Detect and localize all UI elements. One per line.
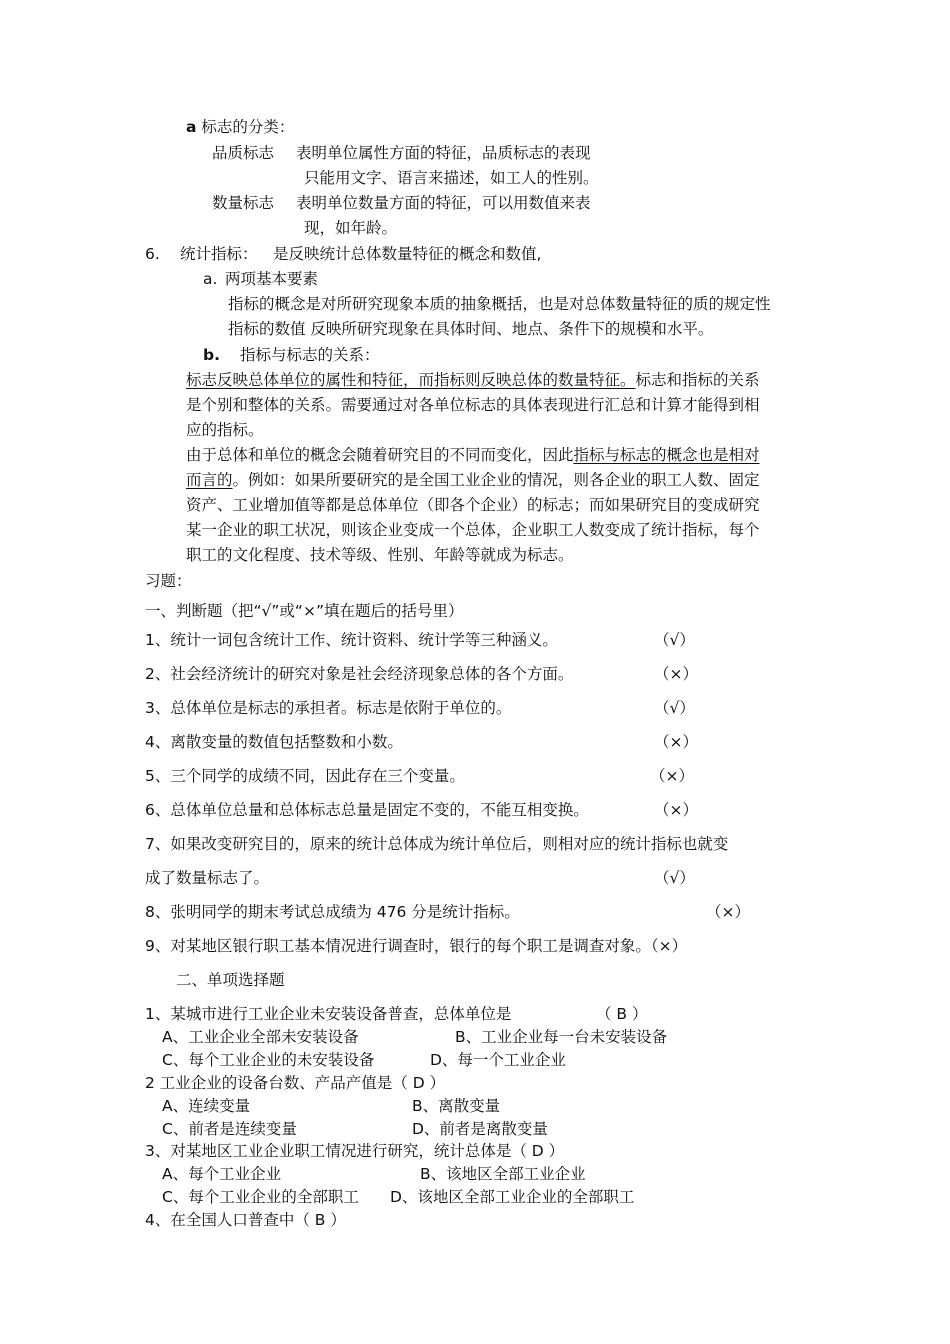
- choice-q3-option-c: C、每个工业企业的全部职工: [162, 1188, 359, 1206]
- quality-mark-desc-2: 只能用文字、语言来描述，如工人的性别。: [304, 169, 599, 187]
- judgment-section-title: 一、判断题（把“√”或“×”填在题后的括号里）: [145, 602, 464, 620]
- judgment-item-7-cont: 成了数量标志了。: [145, 869, 270, 887]
- indicator-definition: 是反映统计总体数量特征的概念和数值,: [273, 245, 542, 263]
- relation-paragraph-line-1: [186, 369, 760, 391]
- judgment-answer-7: （√）: [654, 869, 695, 887]
- choice-q1-answer: （ B ）: [596, 1005, 648, 1023]
- relative-rest: 。例如：如果所要研究的是全国工业企业的情况，则各企业的职工人数、固定: [232, 471, 760, 489]
- relation-rest: 标志和指标的关系: [635, 371, 760, 389]
- judgment-answer-8: （×）: [706, 903, 750, 921]
- judgment-answer-3: （√）: [654, 699, 695, 717]
- classification-prefix: a: [186, 118, 197, 136]
- judgment-item-8: 8、张明同学的期末考试总成绩为 476 分是统计指标。: [145, 903, 520, 921]
- choice-q3-option-d: D、该地区全部工业企业的全部职工: [390, 1188, 635, 1206]
- judgment-item-2: 2、社会经济统计的研究对象是社会经济现象总体的各个方面。: [145, 665, 574, 683]
- judgment-answer-6: （×）: [654, 801, 698, 819]
- judgment-item-3: 3、总体单位是标志的承担者。标志是依附于单位的。: [145, 699, 512, 717]
- classification-heading: [186, 116, 294, 138]
- relation-underlined: 标志反映总体单位的属性和特征，而指标则反映总体的数量特征。: [186, 371, 636, 389]
- choice-q2-option-c: C、前者是连续变量: [162, 1120, 297, 1138]
- sub-a-title: 两项基本要素: [225, 270, 319, 288]
- indicator-title: 统计指标：: [180, 245, 258, 263]
- judgment-item-7: 7、如果改变研究目的，原来的统计总体成为统计单位后，则相对应的统计指标也就变: [145, 835, 729, 853]
- classification-title: 标志的分类：: [201, 118, 295, 136]
- relation-paragraph-line-2: 是个别和整体的关系。需要通过对各单位标志的具体表现进行汇总和计算才能得到相: [186, 396, 760, 414]
- judgment-item-4: 4、离散变量的数值包括整数和小数。: [145, 733, 403, 751]
- choice-q2-option-a: A、连续变量: [162, 1097, 251, 1115]
- choice-q2: 2 工业企业的设备台数、产品产值是（ D ）: [145, 1074, 446, 1092]
- sub-a-label: a.: [203, 270, 218, 288]
- relative-underlined-1: 指标与标志的概念也是相对: [573, 446, 760, 464]
- judgment-answer-2: （×）: [654, 665, 698, 683]
- judgment-item-1: 1、统计一词包含统计工作、统计资料、统计学等三种涵义。: [145, 631, 558, 649]
- choice-q2-option-b: B、离散变量: [412, 1097, 501, 1115]
- relative-paragraph-line-2: [186, 469, 760, 491]
- indicator-number: 6.: [145, 245, 160, 263]
- choice-q1-option-a: A、工业企业全部未安装设备: [162, 1028, 359, 1046]
- sub-b-label: b.: [203, 346, 220, 364]
- relative-paragraph-line-1: [186, 444, 760, 466]
- relation-paragraph-line-3: 应的指标。: [186, 421, 264, 439]
- choice-q3-option-b: B、该地区全部工业企业: [420, 1165, 586, 1183]
- choice-q3: 3、对某地区工业企业职工情况进行研究，统计总体是（ D ）: [145, 1142, 565, 1160]
- quality-mark-term: 品质标志: [212, 144, 275, 162]
- choice-q1-option-c: C、每个工业企业的未安装设备: [162, 1051, 375, 1069]
- choice-section-title: 二、单项选择题: [176, 971, 285, 989]
- relative-intro: 由于总体和单位的概念会随着研究目的不同而变化，因此: [186, 446, 574, 464]
- choice-q3-option-a: A、每个工业企业: [162, 1165, 282, 1183]
- judgment-item-5: 5、三个同学的成绩不同，因此存在三个变量。: [145, 767, 465, 785]
- judgment-answer-1: （√）: [654, 631, 695, 649]
- sub-b-title: 指标与标志的关系：: [240, 346, 380, 364]
- choice-q1-option-d: D、每一个工业企业: [430, 1051, 566, 1069]
- relative-paragraph-line-4: 某一企业的职工状况，则该企业变成一个总体，企业职工人数变成了统计指标，每个: [186, 521, 760, 539]
- choice-q2-option-d: D、前者是离散变量: [412, 1120, 548, 1138]
- quantity-mark-term: 数量标志: [212, 194, 275, 212]
- quality-mark-desc-1: 表明单位属性方面的特征，品质标志的表现: [296, 144, 591, 162]
- judgment-item-6: 6、总体单位总量和总体标志总量是固定不变的，不能互相变换。: [145, 801, 589, 819]
- relative-underlined-2: 而言的: [186, 471, 233, 489]
- relative-paragraph-line-5: 职工的文化程度、技术等级、性别、年龄等就成为标志。: [186, 546, 574, 564]
- judgment-answer-5: （×）: [650, 767, 694, 785]
- sub-a-line-2: 指标的数值 反映所研究现象在具体时间、地点、条件下的规模和水平。: [228, 320, 714, 338]
- choice-q1-option-b: B、工业企业每一台未安装设备: [455, 1028, 668, 1046]
- judgment-answer-4: （×）: [654, 733, 698, 751]
- choice-q1: 1、某城市进行工业企业未安装设备普查，总体单位是: [145, 1005, 512, 1023]
- sub-a-line-1: 指标的概念是对所研究现象本质的抽象概括，也是对总体数量特征的质的规定性: [228, 295, 771, 313]
- relative-paragraph-line-3: 资产、工业增加值等都是总体单位（即各个企业）的标志；而如果研究目的变成研究: [186, 496, 760, 514]
- choice-q4: 4、在全国人口普查中（ B ）: [145, 1211, 346, 1229]
- judgment-item-9: 9、对某地区银行职工基本情况进行调查时，银行的每个职工是调查对象。（×）: [145, 937, 688, 955]
- exercises-title: 习题：: [145, 572, 192, 590]
- quantity-mark-desc-1: 表明单位数量方面的特征，可以用数值来表: [296, 194, 591, 212]
- quantity-mark-desc-2: 现，如年龄。: [304, 219, 398, 237]
